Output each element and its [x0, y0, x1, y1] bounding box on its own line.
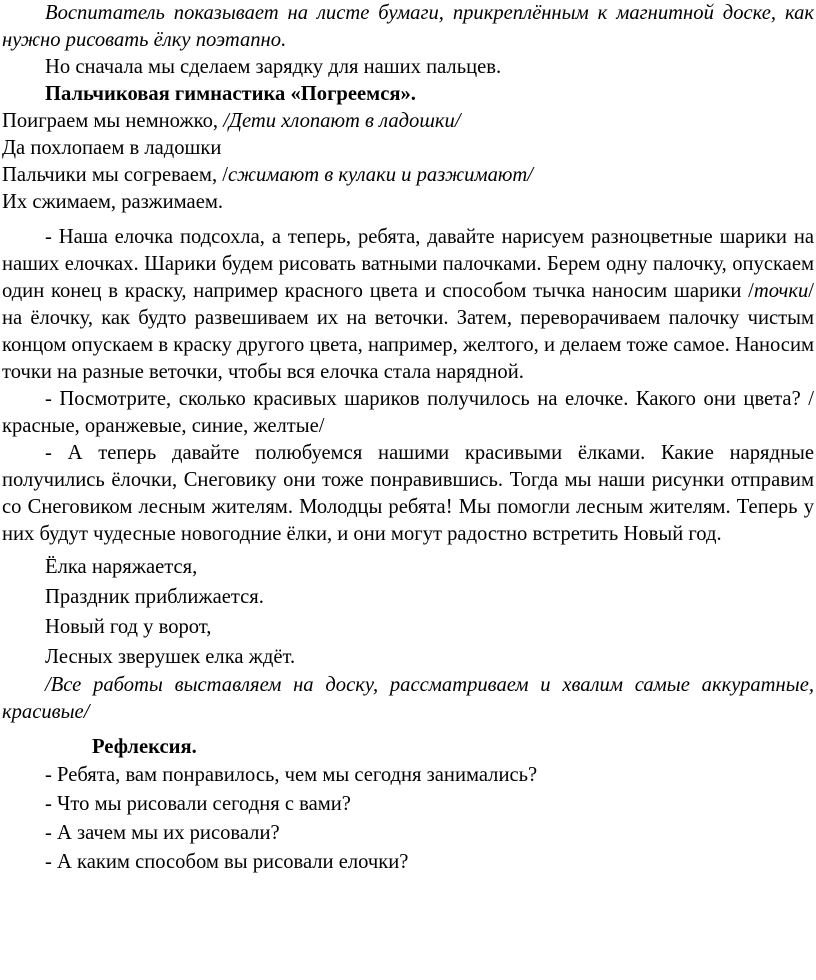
teacher-demo-paragraph: Воспитатель показывает на листе бумаги, прикреплённым к магнитной доске, как нужно рисовать ёлку поэтапно. [2, 2, 814, 51]
balls-text-after: / на ёлочку, как будто развешиваем их на веточки. Затем, переворачиваем палочку чистым концом опускаем в краску другого цвета, например, желтого, и делаем тоже самое. Наносим точки на разные веточки, чтобы вся елочка стала нарядной. [2, 280, 814, 383]
verse-line-text: Пальчики мы согреваем, / [2, 164, 228, 186]
verse-line [2, 135, 814, 162]
reflection-question: - А зачем мы их рисовали? [45, 822, 280, 844]
verse-line [2, 108, 814, 135]
poem [2, 552, 814, 672]
admire-paragraph: - А теперь давайте полюбуемся нашими красивыми ёлками. Какие нарядные получились ёлочки, Снеговику они тоже понравившись. Тогда мы наши рисунки отправим со Снеговиком лесным жителям. Молодцы ребята! Мы помогли лесным жителям. Теперь у них будут чудесные новогодние ёлки, и они могут радостно встретить Новый год. [2, 442, 814, 545]
poem-line: Новый год у ворот, [45, 616, 212, 638]
colors-question-paragraph: - Посмотрите, сколько красивых шариков получилось на елочке. Какого они цвета? /красные, оранжевые, синие, желтые/ [2, 388, 814, 437]
gymnastics-title: Пальчиковая гимнастика «Погреемся». [45, 83, 416, 105]
verse-line-note: /Дети хлопают в ладошки/ [223, 110, 461, 132]
verse-line-note: сжимают в кулаки и разжимают/ [227, 164, 533, 186]
balls-text-before: - Наша елочка подсохла, а теперь, ребята, давайте нарисуем разноцветные шарики на наших елочках. Шарики будем рисовать ватными палочками. Берем одну палочку, опускаем один конец в краску, например красного цвета и способом тычка наносим шарики / [2, 226, 814, 302]
verse-line-text: Поиграем мы немножко, [2, 110, 224, 132]
verse-line [2, 162, 814, 189]
balls-text-italic: точки [753, 280, 809, 302]
reflection-title: Рефлексия. [92, 736, 197, 758]
poem-line: Праздник приближается. [45, 586, 264, 608]
reflection-question: - Ребята, вам понравилось, чем мы сегодня занимались? [45, 764, 538, 786]
reflection-question: - А каким способом вы рисовали елочки? [45, 851, 409, 873]
reflection-question: - Что мы рисовали сегодня с вами? [45, 793, 351, 815]
verse-line [2, 189, 814, 216]
poem-line: Ёлка наряжается, [45, 556, 198, 578]
poem-line: Лесных зверушек елка ждёт. [45, 646, 296, 668]
verse-line-text: Да похлопаем в ладошки [2, 137, 222, 159]
exercise-intro: Но сначала мы сделаем зарядку для наших пальцев. [45, 56, 502, 78]
closing-note: /Все работы выставляем на доску, рассматриваем и хвалим самые аккуратные, красивые/ [2, 674, 814, 723]
verse-line-text: Их сжимаем, разжимаем. [2, 191, 224, 213]
gymnastics-verse [2, 108, 814, 216]
balls-instruction-paragraph [2, 224, 814, 386]
reflection-questions [2, 761, 814, 877]
